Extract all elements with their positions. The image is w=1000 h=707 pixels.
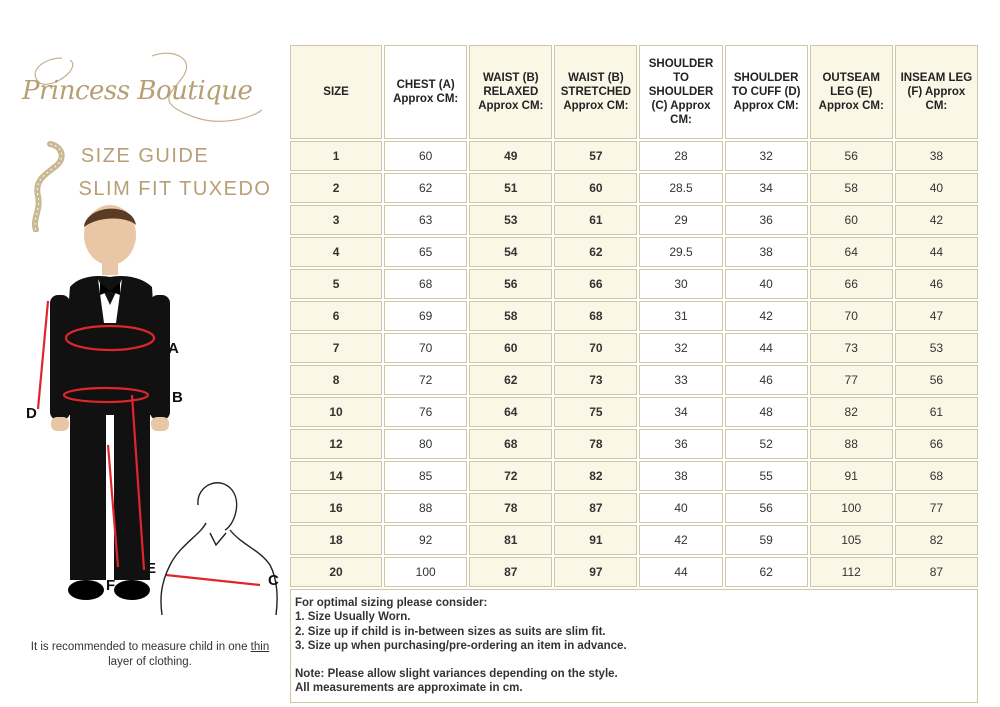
cell-waist-relaxed: 87 <box>469 557 552 587</box>
cell-outseam: 66 <box>810 269 893 299</box>
label-b: B <box>172 389 183 406</box>
cell-inseam: 77 <box>895 493 978 523</box>
cell-waist-relaxed: 62 <box>469 365 552 395</box>
cell-inseam: 56 <box>895 365 978 395</box>
header-chest: CHEST (A) Approx CM: <box>384 45 467 139</box>
cell-waist-relaxed: 58 <box>469 301 552 331</box>
table-row <box>290 205 978 235</box>
cell-waist-stretched: 78 <box>554 429 637 459</box>
cell-waist-relaxed: 72 <box>469 461 552 491</box>
shoulder-sketch <box>161 483 277 615</box>
left-panel <box>0 0 290 707</box>
table-row <box>290 173 978 203</box>
cell-waist-relaxed: 54 <box>469 237 552 267</box>
cell-waist-stretched: 82 <box>554 461 637 491</box>
cell-shoulder-to-cuff: 52 <box>725 429 808 459</box>
notes-item-2: 2. Size up if child is in-between sizes as suits are slim fit. <box>295 625 606 638</box>
cell-shoulder-to-shoulder: 44 <box>639 557 722 587</box>
label-f: F <box>106 577 116 594</box>
table-header-row <box>290 45 978 139</box>
size-table-wrapper <box>288 43 978 705</box>
cell-chest: 69 <box>384 301 467 331</box>
cell-chest: 62 <box>384 173 467 203</box>
cell-inseam: 46 <box>895 269 978 299</box>
cell-inseam: 61 <box>895 397 978 427</box>
sizing-notes <box>290 589 978 703</box>
cell-inseam: 47 <box>895 301 978 331</box>
cell-shoulder-to-shoulder: 33 <box>639 365 722 395</box>
cell-shoulder-to-shoulder: 28.5 <box>639 173 722 203</box>
cell-size: 7 <box>290 333 382 363</box>
cell-shoulder-to-shoulder: 29 <box>639 205 722 235</box>
size-table <box>288 43 980 705</box>
cell-shoulder-to-cuff: 46 <box>725 365 808 395</box>
notes-approx: All measurements are approximate in cm. <box>295 682 523 695</box>
cell-size: 4 <box>290 237 382 267</box>
cell-inseam: 40 <box>895 173 978 203</box>
cell-inseam: 87 <box>895 557 978 587</box>
cell-outseam: 60 <box>810 205 893 235</box>
table-row <box>290 269 978 299</box>
cell-chest: 65 <box>384 237 467 267</box>
cell-shoulder-to-cuff: 48 <box>725 397 808 427</box>
cell-chest: 80 <box>384 429 467 459</box>
cell-chest: 63 <box>384 205 467 235</box>
table-row <box>290 429 978 459</box>
brand-logo <box>22 48 284 128</box>
cell-outseam: 58 <box>810 173 893 203</box>
cell-waist-relaxed: 60 <box>469 333 552 363</box>
table-row <box>290 461 978 491</box>
cell-waist-stretched: 87 <box>554 493 637 523</box>
cell-shoulder-to-shoulder: 40 <box>639 493 722 523</box>
size-guide-title: SIZE GUIDE <box>80 145 210 167</box>
cell-outseam: 77 <box>810 365 893 395</box>
cell-size: 12 <box>290 429 382 459</box>
brand-name: Princess Boutique <box>22 76 253 106</box>
cell-shoulder-to-shoulder: 38 <box>639 461 722 491</box>
cell-outseam: 88 <box>810 429 893 459</box>
cell-chest: 68 <box>384 269 467 299</box>
cell-shoulder-to-shoulder: 32 <box>639 333 722 363</box>
header-outseam: OUTSEAM LEG (E) Approx CM: <box>810 45 893 139</box>
cell-inseam: 66 <box>895 429 978 459</box>
measurement-figure <box>20 205 290 620</box>
cell-shoulder-to-shoulder: 29.5 <box>639 237 722 267</box>
table-row <box>290 333 978 363</box>
cell-size: 16 <box>290 493 382 523</box>
cell-shoulder-to-cuff: 42 <box>725 301 808 331</box>
cell-outseam: 100 <box>810 493 893 523</box>
table-row <box>290 493 978 523</box>
cell-waist-stretched: 57 <box>554 141 637 171</box>
cell-waist-stretched: 70 <box>554 333 637 363</box>
cell-size: 1 <box>290 141 382 171</box>
cell-waist-relaxed: 81 <box>469 525 552 555</box>
header-waist-stretched: WAIST (B) STRETCHED Approx CM: <box>554 45 637 139</box>
cell-inseam: 38 <box>895 141 978 171</box>
cell-waist-stretched: 61 <box>554 205 637 235</box>
notes-item-1: 1. Size Usually Worn. <box>295 611 411 624</box>
table-body <box>290 141 978 587</box>
header-waist-relaxed: WAIST (B) RELAXED Approx CM: <box>469 45 552 139</box>
cell-chest: 100 <box>384 557 467 587</box>
cell-waist-stretched: 73 <box>554 365 637 395</box>
table-row <box>290 397 978 427</box>
cell-chest: 85 <box>384 461 467 491</box>
cell-waist-stretched: 97 <box>554 557 637 587</box>
cell-waist-relaxed: 53 <box>469 205 552 235</box>
table-row <box>290 141 978 171</box>
cell-shoulder-to-shoulder: 31 <box>639 301 722 331</box>
cell-waist-stretched: 62 <box>554 237 637 267</box>
cell-size: 10 <box>290 397 382 427</box>
cell-outseam: 56 <box>810 141 893 171</box>
cell-waist-stretched: 68 <box>554 301 637 331</box>
cell-size: 20 <box>290 557 382 587</box>
cell-chest: 70 <box>384 333 467 363</box>
table-row <box>290 237 978 267</box>
cell-shoulder-to-cuff: 40 <box>725 269 808 299</box>
cell-waist-relaxed: 68 <box>469 429 552 459</box>
cell-size: 5 <box>290 269 382 299</box>
cell-outseam: 73 <box>810 333 893 363</box>
cell-shoulder-to-shoulder: 34 <box>639 397 722 427</box>
cell-outseam: 91 <box>810 461 893 491</box>
cell-waist-relaxed: 56 <box>469 269 552 299</box>
cell-shoulder-to-cuff: 34 <box>725 173 808 203</box>
cell-chest: 92 <box>384 525 467 555</box>
cell-inseam: 42 <box>895 205 978 235</box>
cell-shoulder-to-cuff: 59 <box>725 525 808 555</box>
cell-size: 14 <box>290 461 382 491</box>
header-inseam: INSEAM LEG (F) Approx CM: <box>895 45 978 139</box>
cell-waist-stretched: 75 <box>554 397 637 427</box>
cell-waist-stretched: 91 <box>554 525 637 555</box>
cell-outseam: 105 <box>810 525 893 555</box>
cell-inseam: 68 <box>895 461 978 491</box>
table-row <box>290 301 978 331</box>
table-row <box>290 525 978 555</box>
note-prefix: It is recommended to measure child in one <box>30 641 251 653</box>
cell-size: 2 <box>290 173 382 203</box>
notes-row <box>290 589 978 703</box>
table-row <box>290 365 978 395</box>
cell-chest: 76 <box>384 397 467 427</box>
cell-chest: 88 <box>384 493 467 523</box>
cell-waist-relaxed: 49 <box>469 141 552 171</box>
cell-waist-stretched: 60 <box>554 173 637 203</box>
header-shoulder-to-shoulder: SHOULDER TO SHOULDER (C) Approx CM: <box>639 45 722 139</box>
cell-outseam: 112 <box>810 557 893 587</box>
cell-shoulder-to-cuff: 62 <box>725 557 808 587</box>
measure-note <box>30 640 270 670</box>
notes-item-3: 3. Size up when purchasing/pre-ordering an item in advance. <box>295 639 627 652</box>
cell-inseam: 44 <box>895 237 978 267</box>
cell-shoulder-to-cuff: 56 <box>725 493 808 523</box>
notes-variance: Note: Please allow slight variances depending on the style. <box>295 668 618 681</box>
size-guide-subtitle: SLIM FIT TUXEDO <box>78 178 272 200</box>
cell-shoulder-to-cuff: 55 <box>725 461 808 491</box>
cell-size: 8 <box>290 365 382 395</box>
cell-chest: 60 <box>384 141 467 171</box>
cell-shoulder-to-cuff: 32 <box>725 141 808 171</box>
label-d: D <box>26 405 37 422</box>
cell-waist-relaxed: 78 <box>469 493 552 523</box>
cell-shoulder-to-shoulder: 28 <box>639 141 722 171</box>
label-e: E <box>146 560 157 577</box>
cell-shoulder-to-shoulder: 30 <box>639 269 722 299</box>
cell-waist-relaxed: 64 <box>469 397 552 427</box>
cell-size: 18 <box>290 525 382 555</box>
cell-waist-relaxed: 51 <box>469 173 552 203</box>
cell-shoulder-to-cuff: 38 <box>725 237 808 267</box>
notes-heading: For optimal sizing please consider: <box>295 597 488 609</box>
cell-shoulder-to-cuff: 44 <box>725 333 808 363</box>
table-row <box>290 557 978 587</box>
cell-size: 6 <box>290 301 382 331</box>
cell-shoulder-to-cuff: 36 <box>725 205 808 235</box>
cell-waist-stretched: 66 <box>554 269 637 299</box>
cell-outseam: 82 <box>810 397 893 427</box>
cell-inseam: 53 <box>895 333 978 363</box>
label-c: C <box>268 572 279 589</box>
note-suffix: layer of clothing. <box>108 656 192 668</box>
cell-shoulder-to-shoulder: 36 <box>639 429 722 459</box>
cell-outseam: 64 <box>810 237 893 267</box>
note-emph: thin <box>250 641 270 653</box>
cell-inseam: 82 <box>895 525 978 555</box>
header-shoulder-to-cuff: SHOULDER TO CUFF (D) Approx CM: <box>725 45 808 139</box>
cell-chest: 72 <box>384 365 467 395</box>
cell-outseam: 70 <box>810 301 893 331</box>
header-size: SIZE <box>290 45 382 139</box>
cell-size: 3 <box>290 205 382 235</box>
label-a: A <box>168 340 179 357</box>
cell-shoulder-to-shoulder: 42 <box>639 525 722 555</box>
